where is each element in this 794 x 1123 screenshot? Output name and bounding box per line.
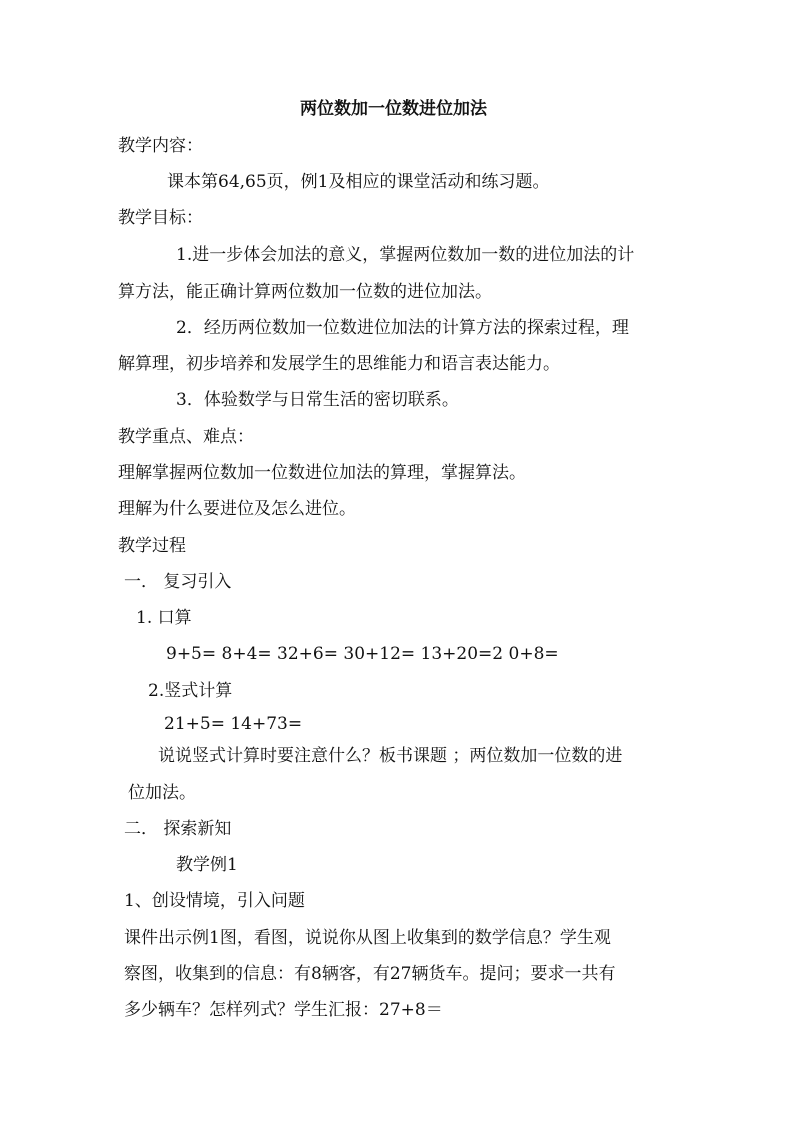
goals-heading: 教学目标： xyxy=(118,208,203,228)
content-heading: 教学内容： xyxy=(118,136,203,156)
document-title: 两位数加一位数进位加法 xyxy=(300,99,487,119)
step-1-heading: 1、创设情境，引入问题 xyxy=(124,891,305,911)
key-point-1: 理解掌握两位数加一位数进位加法的算理，掌握算法。 xyxy=(118,463,526,483)
section-2-heading: 二． 探索新知 xyxy=(124,819,232,839)
example-heading: 教学例1 xyxy=(176,855,238,875)
goal-3: 3．体验数学与日常生活的密切联系。 xyxy=(176,390,459,410)
oral-calculation-items: 9+5= 8+4= 32+6= 30+12= 13+20=2 0+8= xyxy=(166,644,559,664)
step-1-line-3: 多少辆车？怎样列式？学生汇报：27+8＝ xyxy=(124,1000,443,1020)
step-1-line-2: 察图，收集到的信息：有8辆客，有27辆货车。提问；要求一共有 xyxy=(124,964,616,984)
goal-1-line-1: 1.进一步体会加法的意义，掌握两位数加一数的进位加法的计 xyxy=(176,245,635,265)
goal-2-line-1: 2．经历两位数加一位数进位加法的计算方法的探索过程，理 xyxy=(176,318,629,338)
content-text: 课本第64,65页，例1及相应的课堂活动和练习题。 xyxy=(167,172,550,192)
section-1-heading: 一． 复习引入 xyxy=(124,572,232,592)
goal-1-line-2: 算方法，能正确计算两位数加一位数的进位加法。 xyxy=(118,282,492,302)
discussion-line-2: 位加法。 xyxy=(128,783,196,803)
key-point-2: 理解为什么要进位及怎么进位。 xyxy=(118,499,356,519)
discussion-line-1: 说说竖式计算时要注意什么？板书课题 ；两位数加一位数的进 xyxy=(158,746,623,766)
key-points-heading: 教学重点、难点： xyxy=(118,427,254,447)
goal-2-line-2: 解算理，初步培养和发展学生的思维能力和语言表达能力。 xyxy=(118,354,560,374)
vertical-calculation-items: 21+5= 14+73= xyxy=(164,714,303,734)
oral-calculation-heading: 1. 口算 xyxy=(136,608,192,628)
vertical-calculation-heading: 2.竖式计算 xyxy=(148,681,233,701)
step-1-line-1: 课件出示例1图，看图，说说你从图上收集到的数学信息？学生观 xyxy=(124,928,611,948)
process-heading: 教学过程 xyxy=(118,536,186,556)
